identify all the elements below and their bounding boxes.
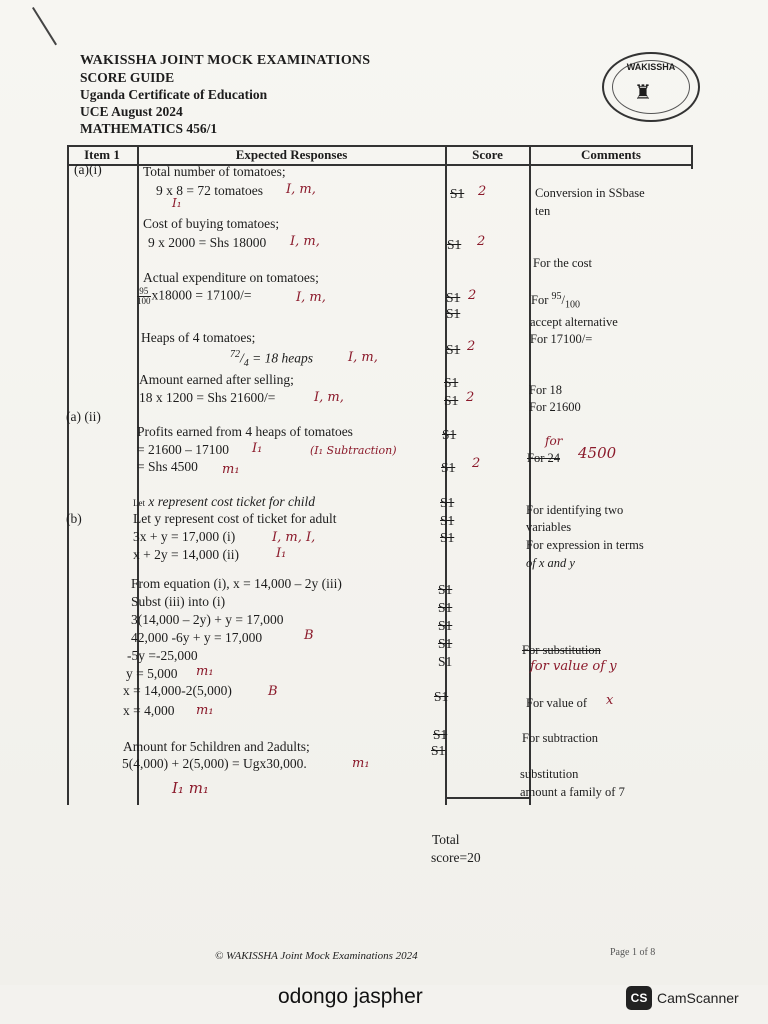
logo-emblem-icon: ♜ — [634, 82, 652, 104]
score-mark: S1 — [450, 186, 465, 201]
comment-line: ten — [535, 204, 551, 218]
score-mark: S1 — [446, 306, 461, 321]
document-header — [80, 52, 370, 137]
score-mark: S1 — [438, 636, 453, 651]
response-line: Amount earned after selling; — [139, 372, 294, 387]
comment-line: substitution — [520, 767, 579, 781]
response-line: 3(14,000 – 2y) + y = 17,000 — [131, 612, 284, 627]
handwritten-mark: I, m, — [290, 234, 320, 249]
camscanner-logo-icon: CS — [626, 986, 652, 1010]
handwritten-mark: I₁ m₁ — [172, 779, 209, 797]
total-score: score=20 — [431, 850, 481, 865]
item-a-i: (a)(i) — [74, 162, 102, 177]
response-line: x = 14,000-2(5,000) — [123, 683, 232, 698]
handwritten-score: 2 — [478, 184, 487, 199]
page-number: Page 1 of 8 — [610, 947, 656, 958]
column-header-score: Score — [472, 147, 503, 162]
comment-line: For the cost — [533, 256, 593, 270]
header-subject: MATHEMATICS 456/1 — [80, 121, 218, 136]
column-header-comments: Comments — [581, 147, 641, 162]
response-line: Cost of buying tomatoes; — [143, 216, 280, 231]
response-line: Subst (iii) into (i) — [131, 594, 226, 609]
score-mark: S1 — [442, 427, 457, 442]
response-line: Heaps of 4 tomatoes; — [141, 330, 256, 345]
handwritten-score: 2 — [477, 234, 486, 249]
handwritten-mark: m₁ — [222, 462, 240, 477]
comment-line: accept alternative — [530, 315, 618, 329]
response-line: 9 x 8 = 72 tomatoes — [156, 183, 263, 198]
response-line: Let x represent cost ticket for child — [133, 494, 315, 509]
comment-line: For substitution — [522, 643, 601, 657]
camscanner-watermark — [626, 986, 739, 1010]
total-label: Total — [432, 832, 460, 847]
response-line: x = 4,000 — [123, 703, 175, 718]
owner-name: odongo jaspher — [278, 985, 423, 1008]
handwritten-mark: I, m, — [348, 350, 378, 365]
score-mark: S1 — [446, 342, 461, 357]
logo-text: WAKISSHA — [626, 62, 676, 72]
response-line: 5(4,000) + 2(5,000) = Ugx30,000. — [122, 756, 307, 771]
response-line: Amount for 5children and 2adults; — [123, 739, 310, 754]
handwritten-mark: I₁ — [276, 546, 287, 561]
column-header-item: Item 1 — [84, 147, 120, 162]
response-line: Let y represent cost of ticket for adult — [133, 511, 337, 526]
score-mark: S1 — [438, 618, 453, 633]
comment-line: For expression in terms — [526, 538, 644, 552]
handwritten-note: (I₁ Subtraction) — [310, 444, 397, 457]
handwritten-score: 2 — [466, 390, 475, 405]
response-line: From equation (i), x = 14,000 – 2y (iii) — [131, 576, 342, 591]
response-fraction-line: $\frac{95}{100}$ x18000 = 17100/= — [137, 286, 252, 306]
handwritten-note: for value of y — [530, 659, 617, 674]
comment-line: For value of — [526, 696, 588, 710]
handwritten-note: 4500 — [578, 444, 617, 462]
handwritten-mark: m₁ — [352, 756, 370, 771]
handwritten-score: 2 — [468, 288, 477, 303]
comment-line: For 17100/= — [530, 332, 593, 346]
item-a-ii: (a) (ii) — [66, 409, 101, 424]
copyright-footer: © WAKISSHA Joint Mock Examinations 2024 — [215, 950, 418, 962]
column-header-responses: Expected Responses — [235, 147, 348, 162]
comment-line: Conversion in SSbase — [535, 186, 645, 200]
comment-line: For 21600 — [529, 400, 581, 414]
score-mark: S1 — [447, 237, 462, 252]
score-mark: S1 — [438, 600, 453, 615]
header-subtitle: SCORE GUIDE — [80, 70, 175, 85]
response-line: Profits earned from 4 heaps of tomatoes — [137, 424, 353, 439]
response-line: Actual expenditure on tomatoes; — [143, 270, 319, 285]
handwritten-score: 2 — [472, 456, 481, 471]
score-mark: S1 — [440, 495, 455, 510]
item-b: (b) — [66, 511, 82, 526]
score-mark: S1 — [440, 513, 455, 528]
comment-line: of x and y — [526, 556, 575, 570]
response-line: 3x + y = 17,000 (i) — [133, 529, 236, 544]
comment-line: variables — [526, 520, 572, 534]
handwritten-mark: B — [304, 628, 314, 643]
comment-line: For 24 — [527, 451, 560, 465]
response-line: y = 5,000 — [126, 666, 178, 681]
handwritten-mark: I, m, — [296, 290, 326, 305]
handwritten-mark: x — [606, 693, 614, 708]
handwritten-mark: I, m, — [314, 390, 344, 405]
header-title: WAKISSHA JOINT MOCK EXAMINATIONS — [80, 53, 371, 68]
header-certificate: Uganda Certificate of Education — [80, 87, 268, 102]
handwritten-mark: I₁ — [252, 441, 263, 456]
handwritten-mark: m₁ — [196, 664, 214, 679]
handwritten-mark: I₁ — [172, 196, 182, 210]
comment-line: For subtraction — [522, 731, 599, 745]
wakissha-logo — [602, 52, 700, 122]
score-mark: S1 — [444, 375, 459, 390]
handwritten-score: 2 — [467, 339, 476, 354]
comment-line: amount a family of 7 — [520, 785, 625, 799]
response-line: Total number of tomatoes; — [143, 164, 286, 179]
score-mark: S1 — [434, 689, 449, 704]
response-line: -5y =-25,000 — [127, 648, 198, 663]
score-mark: S1 — [433, 727, 448, 742]
score-mark: S1 — [438, 582, 453, 597]
score-mark: S1 — [431, 743, 446, 758]
score-mark: S1 — [446, 290, 461, 305]
score-mark: S1 — [441, 460, 456, 475]
response-line: $^{72}/_4 = 18$ heaps — [230, 349, 313, 370]
comment-line: For 18 — [529, 383, 562, 397]
handwritten-mark: I, m, I, — [272, 530, 316, 545]
response-line: 9 x 2000 = Shs 18000 — [148, 235, 267, 250]
header-date: UCE August 2024 — [80, 104, 183, 119]
handwritten-note: for — [545, 434, 563, 448]
handwritten-mark: B — [268, 684, 278, 699]
score-mark: S1 — [444, 393, 459, 408]
camscanner-name: CamScanner — [657, 990, 739, 1006]
response-line: = Shs 4500 — [137, 459, 198, 474]
comment-line: For identifying two — [526, 503, 624, 517]
response-line: 18 x 1200 = Shs 21600/= — [139, 390, 276, 405]
pen-mark — [32, 7, 57, 45]
response-line: 42,000 -6y + y = 17,000 — [131, 630, 263, 645]
comment-line: For $^{95}/_{100}$ — [531, 291, 580, 311]
score-mark: S1 — [440, 530, 455, 545]
handwritten-mark: I, m, — [286, 182, 316, 197]
response-line: = 21600 – 17100 — [137, 442, 229, 457]
handwritten-mark: m₁ — [196, 703, 214, 718]
score-mark: S1 — [438, 654, 453, 669]
response-line: x + 2y = 14,000 (ii) — [133, 547, 239, 562]
